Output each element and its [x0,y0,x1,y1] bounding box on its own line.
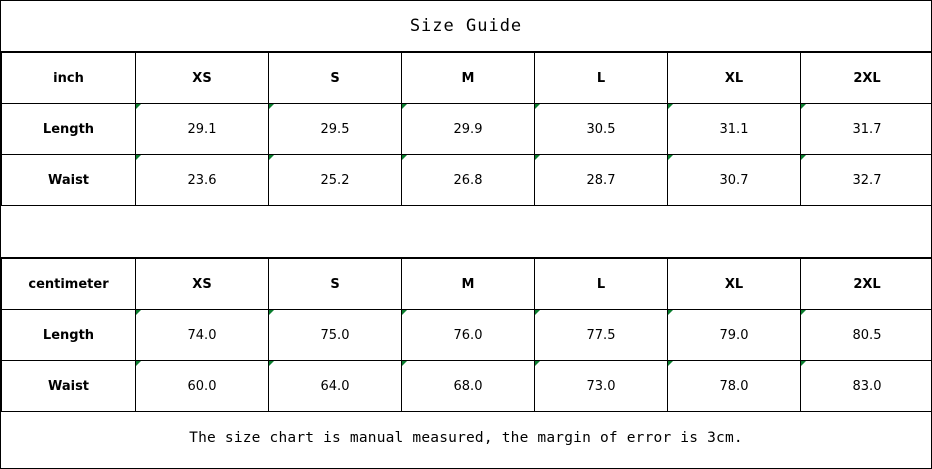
cell-inch-length-2xl: 31.7 [801,104,932,155]
cell-cm-waist-xs: 60.0 [136,361,269,412]
cell-cm-length-xl: 79.0 [668,310,801,361]
row-label-waist: Waist [2,361,136,412]
row-label-length: Length [2,310,136,361]
document-footer [1,412,931,463]
column-header-l: L [535,259,668,310]
column-header-m: M [402,259,535,310]
table-separator [1,206,931,258]
cell-inch-waist-xl: 30.7 [668,155,801,206]
table-header-row [2,259,932,310]
document-title-bar [1,1,931,52]
row-label-waist: Waist [2,155,136,206]
table-header-row [2,53,932,104]
cell-cm-length-xs: 74.0 [136,310,269,361]
table-row [2,155,932,206]
table-row [2,104,932,155]
column-header-m: M [402,53,535,104]
cell-inch-length-xl: 31.1 [668,104,801,155]
cell-cm-length-l: 77.5 [535,310,668,361]
centimeter-size-table [1,258,932,412]
column-header-xl: XL [668,259,801,310]
column-header-s: S [269,53,402,104]
cell-cm-waist-s: 64.0 [269,361,402,412]
cell-inch-length-xs: 29.1 [136,104,269,155]
column-header-l: L [535,53,668,104]
table-row [2,310,932,361]
column-header-xs: XS [136,53,269,104]
inch-size-table [1,52,932,206]
cell-inch-waist-l: 28.7 [535,155,668,206]
cell-inch-waist-xs: 23.6 [136,155,269,206]
cell-cm-waist-l: 73.0 [535,361,668,412]
cell-inch-length-l: 30.5 [535,104,668,155]
table-row [2,361,932,412]
unit-label-centimeter: centimeter [2,259,136,310]
cell-inch-waist-2xl: 32.7 [801,155,932,206]
cell-cm-length-s: 75.0 [269,310,402,361]
cell-inch-length-s: 29.5 [269,104,402,155]
cell-cm-waist-m: 68.0 [402,361,535,412]
cell-inch-waist-s: 25.2 [269,155,402,206]
column-header-xl: XL [668,53,801,104]
unit-label-inch: inch [2,53,136,104]
cell-cm-length-2xl: 80.5 [801,310,932,361]
cell-cm-waist-xl: 78.0 [668,361,801,412]
cell-inch-length-m: 29.9 [402,104,535,155]
column-header-2xl: 2XL [801,53,932,104]
column-header-s: S [269,259,402,310]
cell-cm-waist-2xl: 83.0 [801,361,932,412]
cell-cm-length-m: 76.0 [402,310,535,361]
column-header-xs: XS [136,259,269,310]
footer-note: The size chart is manual measured, the margin of error is 3cm. [189,429,743,446]
column-header-2xl: 2XL [801,259,932,310]
row-label-length: Length [2,104,136,155]
page-title: Size Guide [409,16,523,36]
cell-inch-waist-m: 26.8 [402,155,535,206]
